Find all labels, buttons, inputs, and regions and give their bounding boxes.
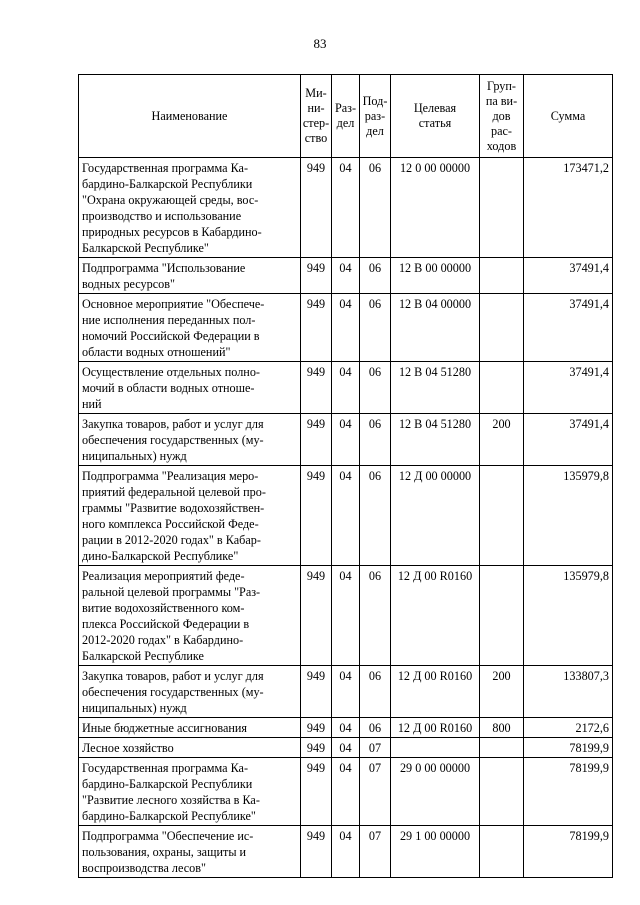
cell-target: 12 В 04 00000 — [391, 294, 480, 362]
cell-subsection: 06 — [360, 466, 391, 566]
cell-ministry: 949 — [301, 362, 332, 414]
cell-expense-group — [480, 738, 524, 758]
cell-section: 04 — [332, 566, 360, 666]
cell-target: 12 Д 00 R0160 — [391, 718, 480, 738]
cell-ministry: 949 — [301, 826, 332, 878]
header-name: Наименование — [79, 75, 301, 158]
cell-amount: 37491,4 — [524, 294, 613, 362]
cell-subsection: 07 — [360, 738, 391, 758]
cell-amount: 133807,3 — [524, 666, 613, 718]
cell-amount: 173471,2 — [524, 158, 613, 258]
table-row — [79, 158, 613, 258]
cell-target: 29 0 00 00000 — [391, 758, 480, 826]
cell-amount: 78199,9 — [524, 758, 613, 826]
cell-amount: 78199,9 — [524, 738, 613, 758]
header-target: Целевая статья — [391, 75, 480, 158]
cell-expense-group — [480, 466, 524, 566]
cell-target: 12 В 04 51280 — [391, 362, 480, 414]
cell-ministry: 949 — [301, 738, 332, 758]
cell-target: 12 В 00 00000 — [391, 258, 480, 294]
cell-section: 04 — [332, 258, 360, 294]
cell-ministry: 949 — [301, 758, 332, 826]
cell-section: 04 — [332, 158, 360, 258]
cell-target: 12 0 00 00000 — [391, 158, 480, 258]
header-section: Раз- дел — [332, 75, 360, 158]
cell-amount: 135979,8 — [524, 466, 613, 566]
cell-name: Реализация мероприятий феде- ральной целевой программы "Раз- витие водохозяйственного ком- плекса Российской Федерации в 2012-2020 годах" в Кабардино- Балкарской Республике — [79, 566, 301, 666]
page-number: 83 — [313, 36, 327, 51]
cell-section: 04 — [332, 362, 360, 414]
cell-section: 04 — [332, 718, 360, 738]
cell-name: Закупка товаров, работ и услуг для обеспечения государственных (му- ниципальных) нужд — [79, 666, 301, 718]
cell-expense-group: 800 — [480, 718, 524, 738]
table-header-row — [79, 75, 613, 158]
cell-section: 04 — [332, 826, 360, 878]
table-row — [79, 362, 613, 414]
cell-target: 12 Д 00 R0160 — [391, 666, 480, 718]
cell-expense-group: 200 — [480, 414, 524, 466]
cell-section: 04 — [332, 758, 360, 826]
cell-ministry: 949 — [301, 158, 332, 258]
cell-subsection: 06 — [360, 414, 391, 466]
cell-target — [391, 738, 480, 758]
cell-ministry: 949 — [301, 414, 332, 466]
cell-expense-group: 200 — [480, 666, 524, 718]
cell-target: 12 В 04 51280 — [391, 414, 480, 466]
cell-expense-group — [480, 158, 524, 258]
header-ministry: Ми- ни- стер- ство — [301, 75, 332, 158]
cell-subsection: 07 — [360, 758, 391, 826]
header-expense-group: Груп- па ви- дов рас- ходов — [480, 75, 524, 158]
cell-section: 04 — [332, 294, 360, 362]
cell-expense-group — [480, 258, 524, 294]
cell-subsection: 06 — [360, 566, 391, 666]
table-row — [79, 414, 613, 466]
table-body — [79, 158, 613, 878]
table-row — [79, 758, 613, 826]
cell-expense-group — [480, 758, 524, 826]
cell-name: Лесное хозяйство — [79, 738, 301, 758]
cell-amount: 37491,4 — [524, 258, 613, 294]
cell-amount: 135979,8 — [524, 566, 613, 666]
cell-name: Иные бюджетные ассигнования — [79, 718, 301, 738]
cell-name: Государственная программа Ка- бардино-Балкарской Республики "Охрана окружающей среды, вос- производство и использование природных ресурсов в Кабардино- Балкарской Республике" — [79, 158, 301, 258]
cell-expense-group — [480, 294, 524, 362]
cell-subsection: 06 — [360, 294, 391, 362]
cell-amount: 78199,9 — [524, 826, 613, 878]
table-row — [79, 718, 613, 738]
table-row — [79, 466, 613, 566]
cell-subsection: 06 — [360, 362, 391, 414]
cell-subsection: 06 — [360, 666, 391, 718]
cell-target: 12 Д 00 R0160 — [391, 566, 480, 666]
header-amount: Сумма — [524, 75, 613, 158]
cell-ministry: 949 — [301, 718, 332, 738]
cell-section: 04 — [332, 666, 360, 718]
table-row — [79, 566, 613, 666]
cell-name: Осуществление отдельных полно- мочий в области водных отноше- ний — [79, 362, 301, 414]
cell-amount: 37491,4 — [524, 414, 613, 466]
cell-subsection: 06 — [360, 158, 391, 258]
header-subsection: Под- раз- дел — [360, 75, 391, 158]
cell-subsection: 06 — [360, 258, 391, 294]
cell-expense-group — [480, 362, 524, 414]
cell-amount: 2172,6 — [524, 718, 613, 738]
table-row — [79, 294, 613, 362]
cell-name: Государственная программа Ка- бардино-Балкарской Республики "Развитие лесного хозяйства в Ка- бардино-Балкарской Республике" — [79, 758, 301, 826]
cell-amount: 37491,4 — [524, 362, 613, 414]
cell-section: 04 — [332, 738, 360, 758]
cell-subsection: 06 — [360, 718, 391, 738]
cell-name: Подпрограмма "Реализация меро- приятий федеральной целевой про- граммы "Развитие водохозяйствен- ного комплекса Российской Феде- рации в 2012-2020 годах" в Кабар- дино-Балкарской Республике" — [79, 466, 301, 566]
cell-name: Основное мероприятие "Обеспече- ние исполнения переданных пол- номочий Российской Федерации в области водных отношений" — [79, 294, 301, 362]
cell-section: 04 — [332, 414, 360, 466]
cell-name: Подпрограмма "Обеспечение ис- пользования, охраны, защиты и воспроизводства лесов" — [79, 826, 301, 878]
table-row — [79, 826, 613, 878]
cell-ministry: 949 — [301, 466, 332, 566]
cell-ministry: 949 — [301, 258, 332, 294]
cell-expense-group — [480, 566, 524, 666]
cell-name: Закупка товаров, работ и услуг для обеспечения государственных (му- ниципальных) нужд — [79, 414, 301, 466]
cell-subsection: 07 — [360, 826, 391, 878]
cell-ministry: 949 — [301, 294, 332, 362]
cell-target: 29 1 00 00000 — [391, 826, 480, 878]
cell-section: 04 — [332, 466, 360, 566]
cell-name: Подпрограмма "Использование водных ресурсов" — [79, 258, 301, 294]
table-row — [79, 258, 613, 294]
table-row — [79, 666, 613, 718]
table-row — [79, 738, 613, 758]
budget-table — [78, 74, 613, 878]
cell-ministry: 949 — [301, 566, 332, 666]
cell-target: 12 Д 00 00000 — [391, 466, 480, 566]
cell-expense-group — [480, 826, 524, 878]
cell-ministry: 949 — [301, 666, 332, 718]
